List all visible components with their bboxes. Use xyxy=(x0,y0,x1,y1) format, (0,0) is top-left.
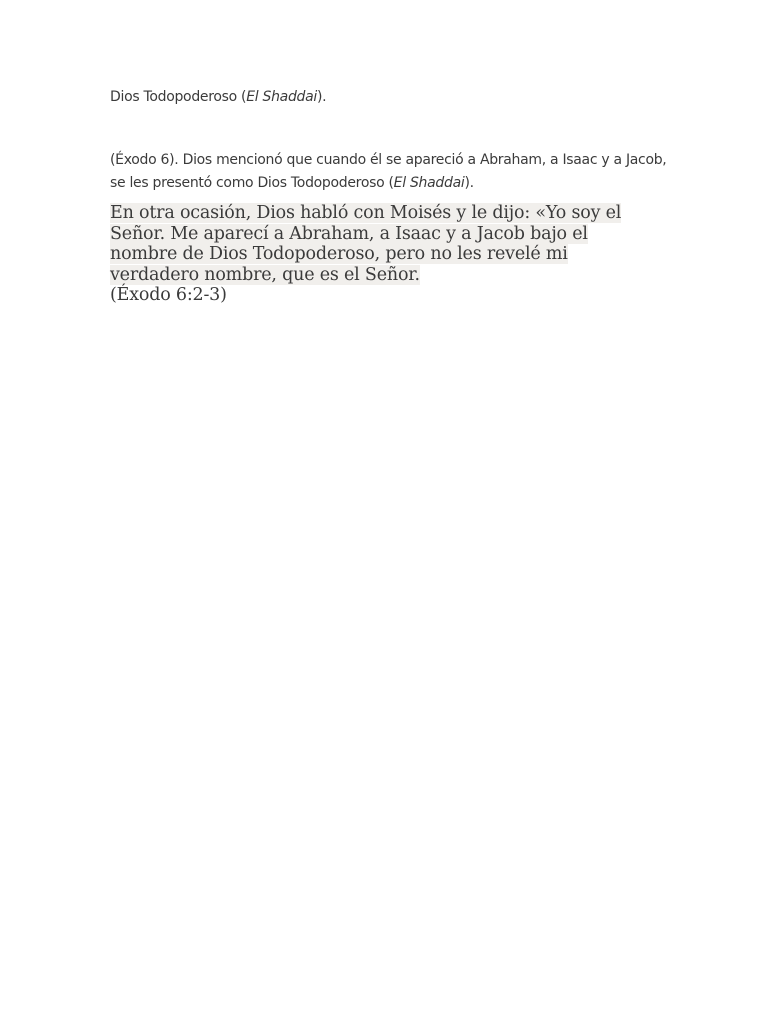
para2-suffix: ). xyxy=(464,175,474,191)
text-line-dios-todopoderoso xyxy=(110,86,670,109)
quote-reference: (Éxodo 6:2-3) xyxy=(110,285,227,306)
line1-italic-name: El Shaddai xyxy=(246,89,317,105)
line1-suffix: ). xyxy=(317,89,327,105)
line1-prefix: Dios Todopoderoso ( xyxy=(110,89,247,105)
quote-text: En otra ocasión, Dios habló con Moisés y le dijo: «Yo soy el Señor. Me aparecí a Abraham, a Isaac y a Jacob bajo el nombre de Dios Todopoderoso, pero no les revelé mi verdadero nombre, que es el Señor. xyxy=(110,203,622,285)
para2-italic-name: El Shaddai xyxy=(393,175,465,191)
para2-prefix: (Éxodo 6). Dios mencionó que cuando él se apareció a Abraham, a Isaac y a Jacob, se les presentó como Dios Todopoderoso ( xyxy=(110,152,667,191)
bible-quote xyxy=(110,203,658,306)
paragraph-exodo-6 xyxy=(110,149,670,195)
